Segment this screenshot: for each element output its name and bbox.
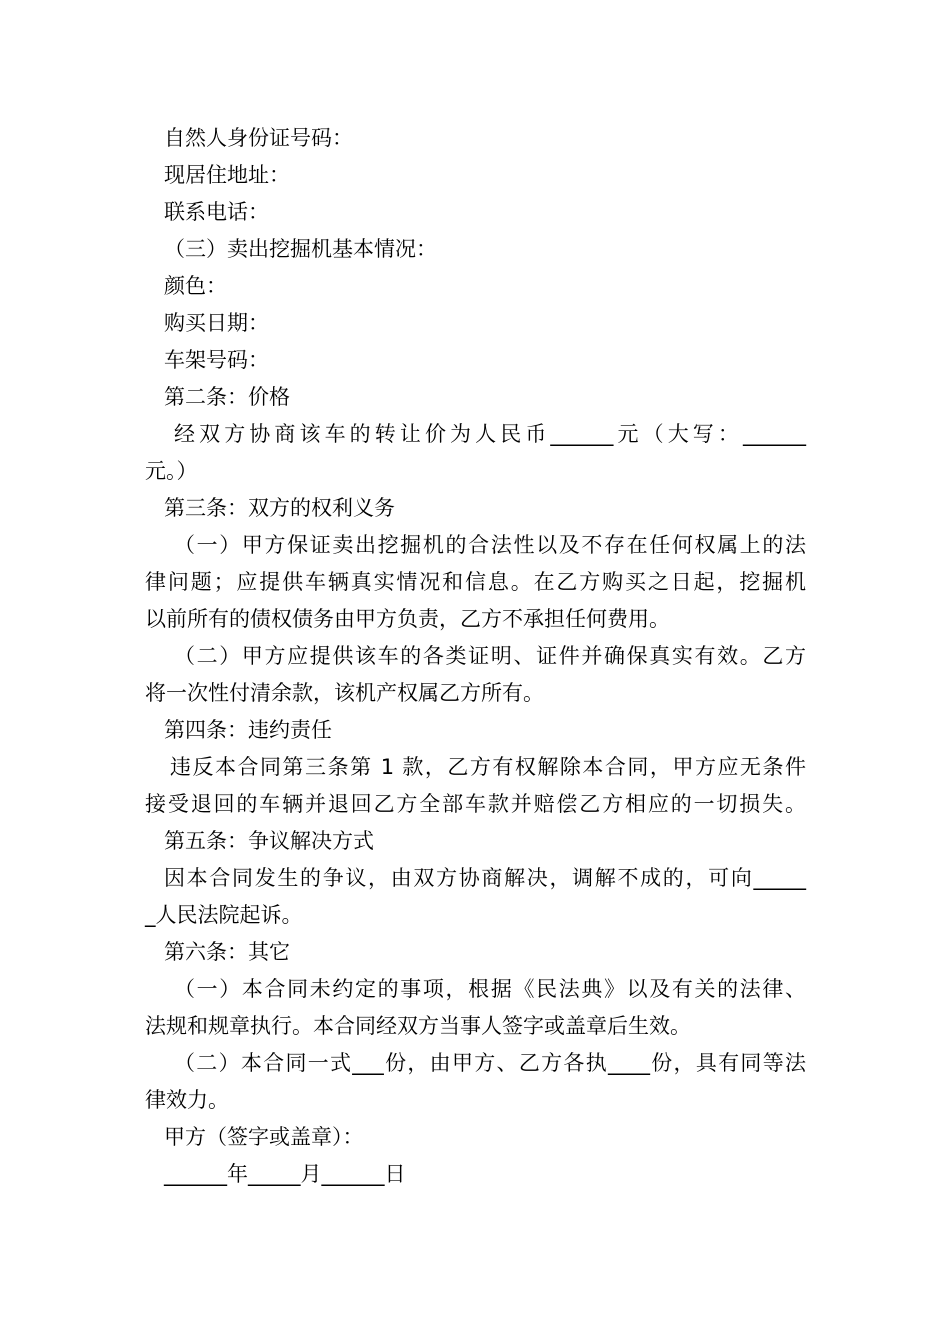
text-line: 车架号码：	[164, 348, 269, 372]
text-line: 自然人身份证号码：	[164, 126, 353, 150]
text-line: （二）本合同一式___份，由甲方、乙方各执____份，具有同等法	[174, 1051, 806, 1075]
text-line: 律效力。	[145, 1088, 229, 1112]
article-heading: 第三条：双方的权利义务	[164, 496, 395, 520]
text-line: 将一次性付清余款，该机产权属乙方所有。	[145, 681, 544, 705]
text-line: 经双方协商该车的转让价为人民币______元（大写：______	[174, 422, 806, 446]
text-line: （二）甲方应提供该车的各类证明、证件并确保真实有效。乙方	[174, 644, 806, 668]
article-heading: 第四条：违约责任	[164, 718, 332, 742]
text-line: 现居住地址：	[164, 163, 290, 187]
text-line: 购买日期：	[164, 311, 269, 335]
text-line: _人民法院起诉。	[145, 903, 303, 927]
text-line: （一）本合同未约定的事项，根据《民法典》以及有关的法律、	[174, 977, 806, 1001]
text-line: 法规和规章执行。本合同经双方当事人签字或盖章后生效。	[145, 1014, 691, 1038]
text-line: 接受退回的车辆并退回乙方全部车款并赔偿乙方相应的一切损失。	[145, 792, 806, 816]
text-line: 颜色：	[164, 274, 227, 298]
article-heading: 第五条：争议解决方式	[164, 829, 374, 853]
article-heading: 第六条：其它	[164, 940, 290, 964]
article-heading: 第二条：价格	[164, 385, 290, 409]
section-heading: （三）卖出挖掘机基本情况：	[164, 237, 437, 261]
text-line: 联系电话：	[164, 200, 269, 224]
text-line: 因本合同发生的争议，由双方协商解决，调解不成的，可向_____	[164, 866, 806, 890]
signature-line: 甲方（签字或盖章）：	[164, 1125, 364, 1149]
text-line: 律问题；应提供车辆真实情况和信息。在乙方购买之日起，挖掘机	[145, 570, 806, 594]
text-line: 违反本合同第三条第 1 款，乙方有权解除本合同，甲方应无条件	[170, 755, 806, 779]
text-line: 元。）	[145, 459, 198, 483]
date-line: ______年_____月______日	[164, 1162, 406, 1186]
text-line: 以前所有的债权债务由甲方负责，乙方不承担任何费用。	[145, 607, 670, 631]
text-line: （一）甲方保证卖出挖掘机的合法性以及不存在任何权属上的法	[174, 533, 806, 557]
